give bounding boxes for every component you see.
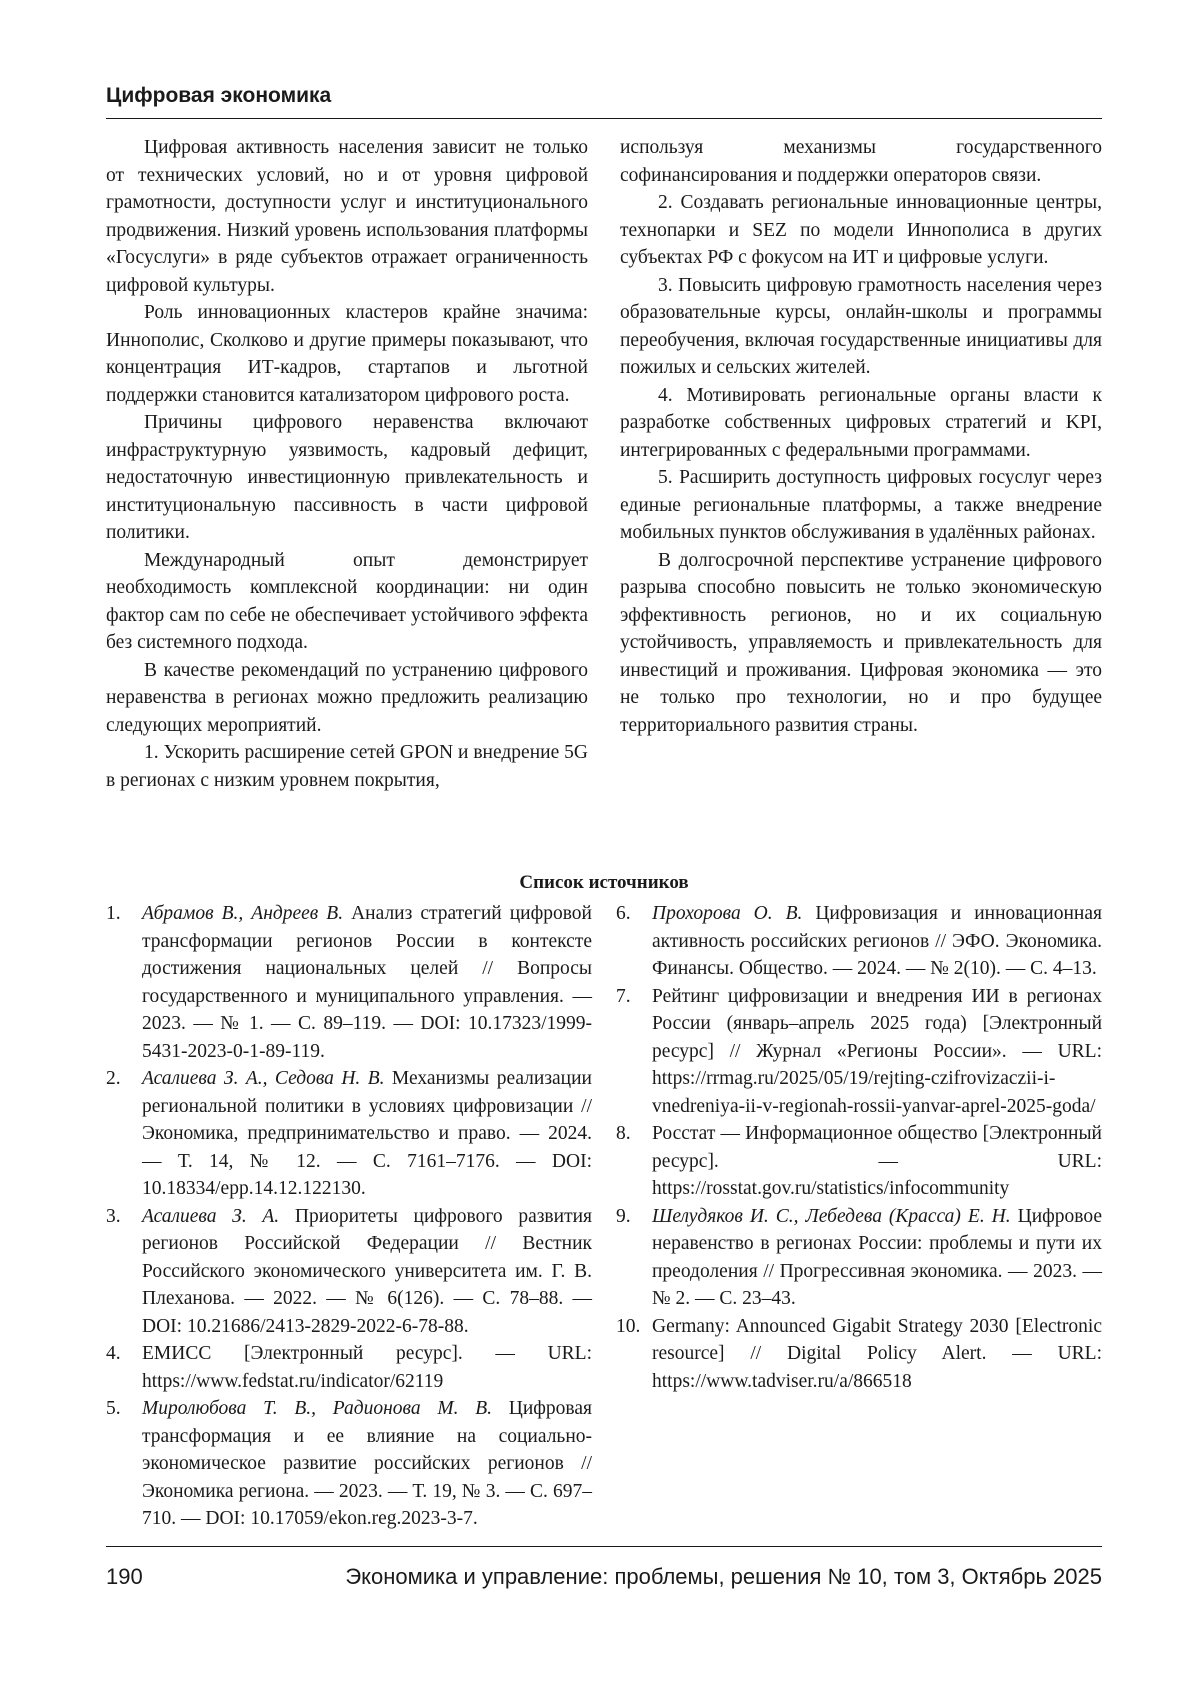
- reference-text[interactable]: ЕМИСС [Электронный ресурс]. — URL: https://www.fedstat.ru/indicator/62119: [142, 1343, 592, 1392]
- reference-text: Цифровое неравенство в регионах России: проблемы и пути их преодоления // Прогрессивная экономика. — 2023. — № 2. — С. 23–43.: [652, 1205, 1102, 1309]
- reference-authors: Асалиева З. А.: [142, 1205, 280, 1227]
- reference-number: 2.: [106, 1068, 121, 1089]
- reference-number: 1.: [106, 903, 121, 924]
- references-heading: Список источников: [519, 872, 689, 893]
- reference-item: [616, 1203, 1102, 1313]
- reference-number: 9.: [616, 1205, 631, 1227]
- conclusion-paragraph: В долгосрочной перспективе устранение цифрового разрыва способно повысить не только экономическую эффективность регионов, но и их социальную устойчивость, управляемость и привлекательность для инвестиций и проживания. Цифровая экономика — это не только про технологии, но и про будущее территориального развития страны.: [620, 549, 1102, 736]
- reference-number: 8.: [616, 1123, 631, 1144]
- reference-authors: Шелудяков И. С., Лебедева (Красса) Е. Н.: [652, 1205, 1011, 1227]
- reference-item: [616, 983, 1102, 1121]
- reference-item: [106, 1203, 592, 1341]
- reference-item: [106, 1340, 592, 1395]
- recommendation-item: 3. Повысить цифровую грамотность населения через образовательные курсы, онлайн-школы и программы переобучения, включая государственные инициативы для пожилых и сельских жителей.: [620, 274, 1102, 378]
- reference-number: 10.: [616, 1315, 641, 1337]
- body-column-right: [620, 134, 1102, 739]
- references-list-left: [106, 900, 592, 1533]
- reference-number: 7.: [616, 985, 631, 1007]
- recommendation-item: 2. Создавать региональные инновационные центры, технопарки и SEZ по модели Иннополиса в других субъектах РФ с фокусом на ИТ и цифровые услуги.: [620, 192, 1102, 268]
- page-footer: [106, 1564, 1102, 1590]
- header-divider: [106, 118, 1102, 119]
- reference-number: 5.: [106, 1398, 121, 1419]
- paragraph: Международный опыт демонстрирует необходимость комплексной координации: ни один фактор сам по себе не обеспечивает устойчивого эффекта без системного подхода.: [106, 549, 588, 653]
- references-list-right: [616, 900, 1102, 1395]
- paragraph: Причины цифрового неравенства включают инфраструктурную уязвимость, кадровый дефицит, недостаточную инвестиционную привлекательность и институциональную пассивность в части цифровой политики.: [106, 412, 588, 543]
- reference-authors: Прохорова О. В.: [652, 903, 803, 924]
- reference-item: [616, 900, 1102, 983]
- reference-item: [106, 1395, 592, 1533]
- reference-text[interactable]: Росстат — Информационное общество [Электронный ресурс]. — URL: https://rosstat.gov.ru/statistics/infocommunity: [652, 1123, 1102, 1199]
- reference-authors: Асалиева З. А., Седова Н. В.: [142, 1068, 385, 1089]
- reference-text: Анализ стратегий цифровой трансформации регионов России в контексте достижения национальных целей // Вопросы государственного и муниципального управления. — 2023. — № 1. — С. 89–119. — DOI: 10.17323/1999-5431-2023-0-1-89-119.: [142, 903, 592, 1062]
- recommendation-item: 4. Мотивировать региональные органы власти к разработке собственных цифровых стратегий и KPI, интегрированных с федеральными программами.: [620, 384, 1102, 461]
- reference-text[interactable]: Рейтинг цифровизации и внедрения ИИ в регионах России (январь–апрель 2025 года) [Электронный ресурс] // Журнал «Регионы России». — URL: https://rrmag.ru/2025/05/19/rejting-czifrovizaczii-i-vnedreniya-ii-v-regionah-rossii-yanvar-aprel-2025-goda/: [652, 985, 1102, 1117]
- reference-number: 4.: [106, 1343, 121, 1364]
- reference-item: [616, 1120, 1102, 1203]
- reference-item: [106, 900, 592, 1065]
- reference-authors: Абрамов В., Андреев В.: [142, 903, 344, 924]
- reference-authors: Миролюбова Т. В., Радионова М. В.: [142, 1398, 493, 1419]
- reference-number: 6.: [616, 903, 631, 924]
- paragraph-continuation: используя механизмы государственного софинансирования и поддержки операторов связи.: [620, 137, 1102, 186]
- page-number: 190: [106, 1564, 143, 1589]
- recommendation-item: 1. Ускорить расширение сетей GPON и внедрение 5G в регионах с низким уровнем покрытия,: [106, 742, 588, 791]
- reference-number: 3.: [106, 1205, 121, 1227]
- paragraph: В качестве рекомендаций по устранению цифрового неравенства в регионах можно предложить реализацию следующих мероприятий.: [106, 659, 588, 736]
- footer-divider: [106, 1546, 1102, 1547]
- paragraph: Цифровая активность населения зависит не только от технических условий, но и от уровня цифровой грамотности, доступности услуг и институционального продвижения. Низкий уровень использования платформы «Госуслуги» в ряде субъектов отражает ограниченность цифровой культуры.: [106, 137, 588, 296]
- reference-item: [616, 1313, 1102, 1396]
- journal-title: Экономика и управление: проблемы, решения № 10, том 3, Октябрь 2025: [345, 1564, 1102, 1589]
- reference-text[interactable]: Germany: Announced Gigabit Strategy 2030 [Electronic resource] // Digital Policy Alert. — URL: https://www.tadviser.ru/a/866518: [652, 1315, 1102, 1392]
- recommendation-item: 5. Расширить доступность цифровых госуслуг через единые региональные платформы, а также внедрение мобильных пунктов обслуживания в удалённых районах.: [620, 467, 1102, 543]
- reference-text: Цифровая трансформация и ее влияние на социально-экономическое развитие российских регионов // Экономика региона. — 2023. — Т. 19, № 3. — С. 697–710. — DOI: 10.17059/ekon.reg.2023-3-7.: [142, 1398, 592, 1529]
- reference-text: Цифровизация и инновационная активность российских регионов // ЭФО. Экономика. Финансы. Общество. — 2024. — № 2(10). — С. 4–13.: [652, 903, 1102, 979]
- running-header-title: Цифровая экономика: [106, 84, 332, 107]
- paragraph: Роль инновационных кластеров крайне значима: Иннополис, Сколково и другие примеры показывают, что концентрация ИТ-кадров, стартапов и льготной поддержки становится катализатором цифрового роста.: [106, 302, 588, 406]
- reference-item: [106, 1065, 592, 1203]
- reference-text: Приоритеты цифрового развития регионов Российской Федерации // Вестник Российского экономического университета им. Г. В. Плеханова. — 2022. — № 6(126). — С. 78–88. — DOI: 10.21686/2413-2829-2022-6-78-88.: [142, 1205, 592, 1337]
- reference-text: Механизмы реализации региональной политики в условиях цифровизации // Экономика, предпринимательство и право. — 2024. — Т. 14, № 12. — С. 7161–7176. — DOI: 10.18334/epp.14.12.122130.: [142, 1068, 592, 1199]
- body-column-left: [106, 134, 588, 794]
